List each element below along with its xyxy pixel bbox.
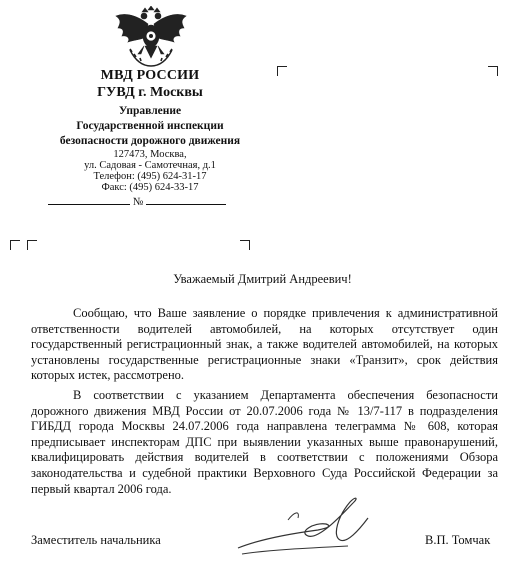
org-name: МВД РОССИИ [100, 68, 200, 83]
signatory-name: В.П. Томчак [425, 533, 491, 547]
corner-mark [10, 240, 20, 250]
salutation: Уважаемый Дмитрий Андреевич! [173, 272, 352, 286]
corner-mark [277, 66, 287, 76]
corner-mark [240, 240, 250, 250]
corner-mark [488, 66, 498, 76]
handwritten-signature [228, 490, 378, 560]
address-line-1: 127473, Москва, [113, 149, 187, 160]
paragraph-2: В соответствии с указанием Департамента обеспечения безопасности дорожного движения МВД России от 20.07.2006 года № 13/7-117 в подразделения ГИБДД города Москвы 24.07.2006 года направлена телеграмма № 608, которая предписывает инспекторам ДПС при выявлении указанных выше правонарушений, квалифицировать действия водителей в соответствии с положениями Обзора законодательства и судебной практики Верховного Суда Российской Федерации за первый квартал 2006 года. [31, 388, 498, 496]
signatory-position: Заместитель начальника [31, 533, 161, 547]
fax-line: Факс: (495) 624-33-17 [101, 182, 199, 193]
address-line-2: ул. Садовая - Самотечная, д.1 [84, 160, 216, 171]
reg-number-blank [146, 195, 226, 205]
number-sign: № [132, 196, 144, 208]
mvd-emblem-icon [114, 6, 188, 68]
dept-line-3: безопасности дорожного движения [59, 135, 241, 147]
paragraph-1: Сообщаю, что Ваше заявление о порядке привлечения к административной ответственности водителей автомобилей, на которых отсутствует один государственный регистрационный знак, а также водителей автомобилей, на которых установлены государственные регистрационные знаки «Транзит», срок действия которых истек, рассмотрено. [31, 306, 498, 383]
corner-mark [27, 240, 37, 250]
dept-line-1: Управление [118, 105, 182, 117]
org-subdivision: ГУВД г. Москвы [97, 85, 203, 100]
reg-date-blank [48, 195, 130, 205]
dept-line-2: Государственной инспекции [76, 120, 224, 132]
department-name [30, 104, 270, 149]
registration-line [48, 195, 226, 208]
phone-line: Телефон: (495) 624-31-17 [93, 171, 207, 182]
contact-block [30, 149, 270, 193]
